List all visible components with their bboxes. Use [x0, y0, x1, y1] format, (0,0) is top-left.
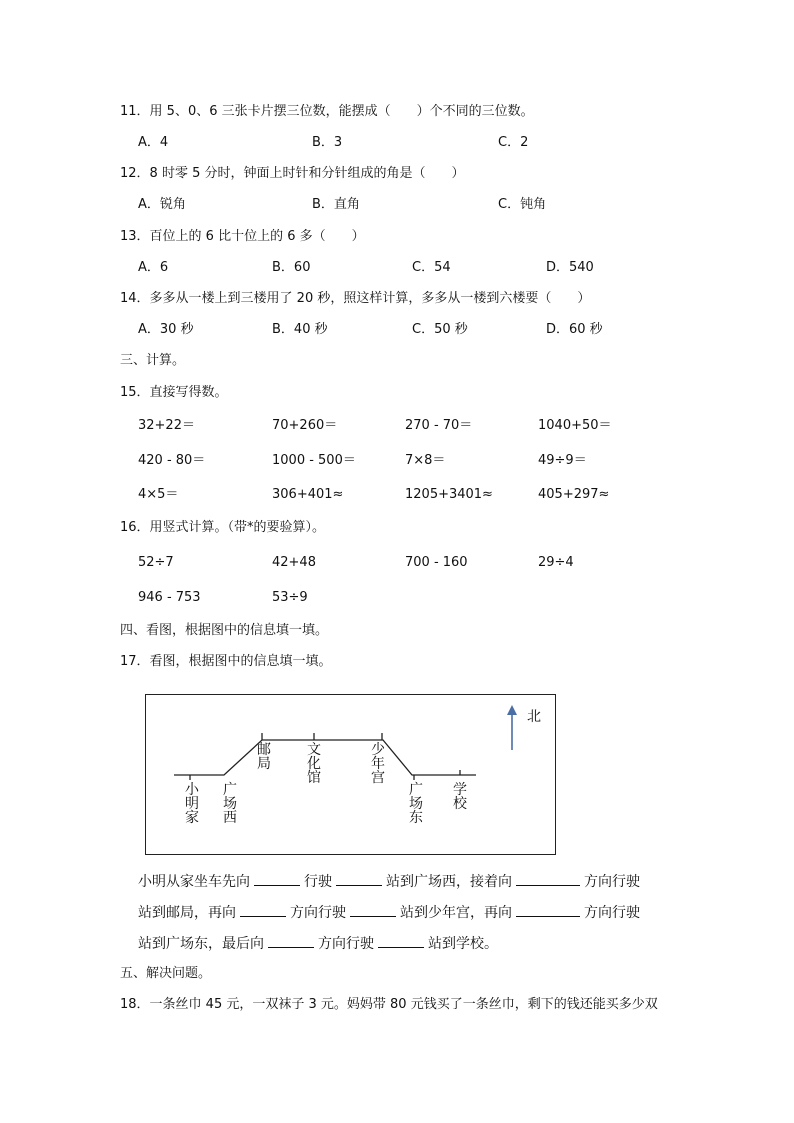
- stop-youth-palace: 少年宫: [371, 742, 385, 786]
- north-arrow-head-icon: [507, 705, 517, 715]
- q15-item: 1000 - 500＝: [272, 453, 356, 468]
- q13-option-d: D．540: [546, 260, 594, 275]
- answer-blank[interactable]: [350, 902, 396, 917]
- q16-item: 53÷9: [272, 590, 308, 605]
- q16-item: 42+48: [272, 555, 316, 570]
- q11-option-b: B．3: [312, 135, 343, 150]
- stop-plaza-east: 广场东: [409, 782, 423, 826]
- q15-item: 4×5＝: [138, 487, 179, 502]
- q13-option-a: A．6: [138, 260, 169, 275]
- q15-item: 420 - 80＝: [138, 453, 206, 468]
- stop-home: 小明家: [185, 782, 199, 826]
- q13-option-b: B．60: [272, 260, 311, 275]
- road-line: [174, 740, 476, 775]
- section-5-heading: 五、解决问题。: [120, 966, 212, 981]
- q15-item: 270 - 70＝: [405, 418, 473, 433]
- q16-item: 946 - 753: [138, 590, 201, 605]
- q12-option-a: A．锐角: [138, 197, 186, 212]
- q14-option-a: A．30 秒: [138, 322, 194, 337]
- route-map: [145, 694, 556, 855]
- q15-item: 1040+50＝: [538, 418, 612, 433]
- q12-option-c: C．钝角: [498, 197, 547, 212]
- stop-post-office: 邮局: [257, 742, 271, 772]
- q15-item: 32+22＝: [138, 418, 195, 433]
- q14-option-c: C．50 秒: [412, 322, 468, 337]
- question-12: 12．8 时零 5 分时，钟面上时针和分针组成的角是（ ）: [120, 166, 465, 181]
- q15-item: 1205+3401≈: [405, 487, 493, 502]
- q16-item: 700 - 160: [405, 555, 468, 570]
- answer-blank[interactable]: [240, 902, 286, 917]
- q17-story-line-1: 小明从家坐车先向 行驶 站到广场西，接着向 方向行驶: [138, 871, 640, 892]
- q16-item: 52÷7: [138, 555, 174, 570]
- answer-blank[interactable]: [378, 933, 424, 948]
- q15-item: 306+401≈: [272, 487, 344, 502]
- answer-blank[interactable]: [336, 871, 382, 886]
- q11-option-c: C．2: [498, 135, 529, 150]
- stop-plaza-west: 广场西: [223, 782, 237, 826]
- stop-school: 学校: [453, 782, 467, 812]
- q11-option-a: A．4: [138, 135, 169, 150]
- question-11: 11．用 5、0、6 三张卡片摆三位数，能摆成（ ）个不同的三位数。: [120, 104, 534, 119]
- q14-option-d: D．60 秒: [546, 322, 603, 337]
- answer-blank[interactable]: [268, 933, 314, 948]
- section-3-heading: 三、计算。: [120, 353, 186, 368]
- question-14: 14．多多从一楼上到三楼用了 20 秒，照这样计算，多多从一楼到六楼要（ ）: [120, 291, 591, 306]
- answer-blank[interactable]: [516, 902, 580, 917]
- question-15: 15．直接写得数。: [120, 385, 228, 400]
- answer-blank[interactable]: [516, 871, 580, 886]
- q17-story-line-3: 站到广场东，最后向 方向行驶 站到学校。: [138, 933, 498, 954]
- q15-item: 405+297≈: [538, 487, 610, 502]
- q14-option-b: B．40 秒: [272, 322, 328, 337]
- route-lines: [146, 695, 555, 854]
- question-13: 13．百位上的 6 比十位上的 6 多（ ）: [120, 229, 365, 244]
- question-17: 17．看图，根据图中的信息填一填。: [120, 654, 332, 669]
- q15-item: 7×8＝: [405, 453, 446, 468]
- q12-option-b: B．直角: [312, 197, 360, 212]
- stop-culture-hall: 文化馆: [307, 742, 321, 786]
- q13-option-c: C．54: [412, 260, 451, 275]
- north-label: 北: [527, 709, 541, 725]
- q15-item: 49÷9＝: [538, 453, 587, 468]
- answer-blank[interactable]: [254, 871, 300, 886]
- question-18: 18．一条丝巾 45 元，一双袜子 3 元。妈妈带 80 元钱买了一条丝巾，剩下的钱还能买多少双: [120, 997, 658, 1012]
- section-4-heading: 四、看图，根据图中的信息填一填。: [120, 623, 329, 638]
- question-16: 16．用竖式计算。（带*的要验算）。: [120, 520, 326, 535]
- q16-item: 29÷4: [538, 555, 574, 570]
- q17-story-line-2: 站到邮局，再向 方向行驶 站到少年宫，再向 方向行驶: [138, 902, 640, 923]
- q15-item: 70+260＝: [272, 418, 338, 433]
